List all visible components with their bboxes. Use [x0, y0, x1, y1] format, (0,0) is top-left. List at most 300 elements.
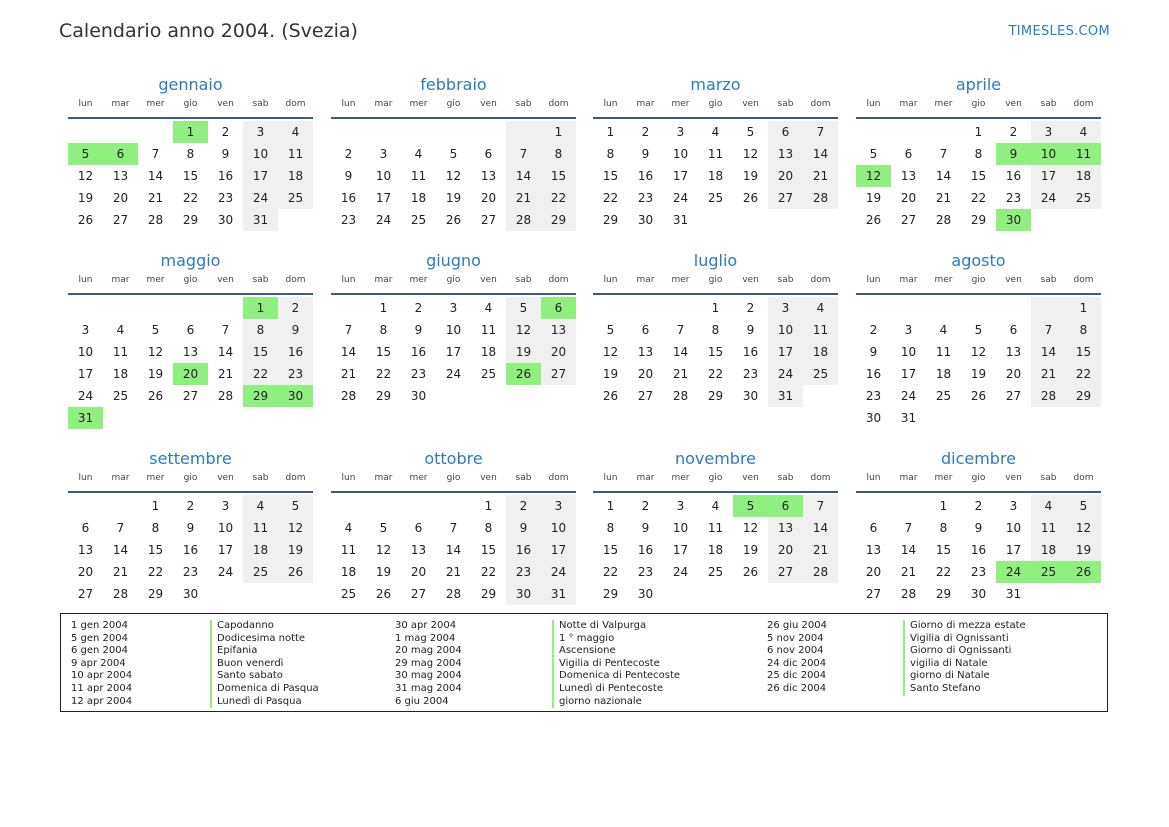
day-cell: 19: [970, 367, 987, 381]
legend-dates-col-2: [395, 620, 462, 708]
day-cell: 11: [278, 143, 313, 165]
weekday-label: mar: [374, 473, 393, 483]
weekday-label: lun: [78, 99, 93, 109]
day-cell: 18: [707, 543, 724, 557]
day-cell: 1: [1066, 297, 1101, 319]
empty-cell: [663, 297, 698, 319]
day-cell: 9: [869, 345, 878, 359]
empty-cell: [401, 121, 436, 143]
day-cell: 20: [480, 191, 497, 205]
weekday-label: lun: [341, 473, 356, 483]
empty-cell: [138, 121, 173, 143]
day-cell: 11: [410, 169, 427, 183]
legend-date: 24 dic 2004: [767, 657, 827, 669]
day-cell: 8: [939, 521, 948, 535]
day-cell: 27: [410, 587, 427, 601]
day-cell: 15: [602, 169, 619, 183]
day-cell: 3: [81, 323, 90, 337]
day-cell: 4: [414, 147, 423, 161]
day-cell: 7: [939, 147, 948, 161]
day-cell: 24: [1031, 187, 1066, 209]
empty-cell: [471, 385, 506, 407]
weekday-label: sab: [515, 275, 532, 285]
empty-cell: [103, 495, 138, 517]
day-cell: 23: [506, 561, 541, 583]
weekday-label: lun: [341, 275, 356, 285]
day-cell: 17: [1005, 543, 1022, 557]
day-cell: 12: [375, 543, 392, 557]
day-cell: 2: [221, 125, 230, 139]
legend-holiday-name: giorno nazionale: [552, 696, 680, 709]
legend-date: 1 gen 2004: [71, 620, 129, 631]
day-cell: 28: [112, 587, 129, 601]
day-cell: 22: [480, 565, 497, 579]
day-cell: 26: [77, 213, 94, 227]
weekday-label: ven: [480, 99, 497, 109]
day-cell: 27: [182, 389, 199, 403]
day-cell: 9: [974, 521, 983, 535]
day-grid: [856, 297, 1101, 429]
day-cell: 19: [375, 565, 392, 579]
weekday-label: lun: [341, 99, 356, 109]
day-cell: 14: [112, 543, 129, 557]
legend-date: 5 gen 2004: [71, 632, 129, 644]
day-cell: 26: [375, 587, 392, 601]
empty-cell: [1066, 583, 1101, 605]
day-cell: 16: [970, 543, 987, 557]
day-cell: 7: [1031, 319, 1066, 341]
day-cell: 21: [1031, 363, 1066, 385]
day-cell: 4: [711, 499, 720, 513]
weekday-label: mar: [111, 99, 130, 109]
day-cell: 23: [1005, 191, 1022, 205]
day-cell: 8: [151, 521, 160, 535]
day-cell: 10: [217, 521, 234, 535]
day-cell: 6: [641, 323, 650, 337]
day-cell: 18: [340, 565, 357, 579]
day-cell: 4: [1031, 495, 1066, 517]
empty-cell: [926, 297, 961, 319]
day-cell: 21: [147, 191, 164, 205]
day-cell: 4: [711, 125, 720, 139]
day-cell: 1: [606, 125, 615, 139]
day-cell: 13: [77, 543, 94, 557]
empty-cell: [628, 297, 663, 319]
empty-cell: [208, 407, 243, 429]
day-cell: 10: [1031, 143, 1066, 165]
empty-cell: [436, 121, 471, 143]
day-cell: 14: [900, 543, 917, 557]
weekday-label: mar: [636, 473, 655, 483]
weekday-label: gio: [971, 99, 986, 109]
empty-cell: [803, 385, 838, 407]
day-cell: 28: [1031, 385, 1066, 407]
weekday-label: lun: [603, 473, 618, 483]
empty-cell: [436, 495, 471, 517]
empty-cell: [733, 209, 768, 231]
weekday-label: ven: [742, 99, 759, 109]
empty-cell: [68, 495, 103, 517]
legend-holiday-name: Giorno di mezza estate: [903, 620, 1026, 633]
month-title: ottobre: [424, 449, 483, 468]
day-cell: 2: [186, 499, 195, 513]
day-cell: 8: [974, 147, 983, 161]
day-cell: 10: [77, 345, 94, 359]
day-cell: 30: [996, 209, 1031, 231]
weekday-label: sab: [252, 275, 269, 285]
day-cell: 15: [480, 543, 497, 557]
empty-cell: [173, 407, 208, 429]
legend-date: 20 mag 2004: [395, 645, 462, 657]
day-cell: 5: [974, 323, 983, 337]
day-cell: 19: [278, 539, 313, 561]
day-cell: 5: [68, 143, 103, 165]
day-cell: 18: [803, 341, 838, 363]
month-gennaio: [68, 73, 313, 231]
day-cell: 13: [900, 169, 917, 183]
day-cell: 6: [541, 297, 576, 319]
day-cell: 14: [672, 345, 689, 359]
legend-date: 11 apr 2004: [71, 682, 133, 694]
day-cell: 26: [147, 389, 164, 403]
day-cell: 9: [641, 521, 650, 535]
day-cell: 21: [506, 187, 541, 209]
day-cell: 8: [1066, 319, 1101, 341]
day-cell: 18: [1066, 165, 1101, 187]
day-cell: 25: [707, 565, 724, 579]
weekday-header: [856, 471, 1101, 493]
day-cell: 8: [379, 323, 388, 337]
day-cell: 28: [147, 213, 164, 227]
day-cell: 2: [641, 499, 650, 513]
day-cell: 25: [340, 587, 357, 601]
day-cell: 23: [637, 191, 654, 205]
day-cell: 8: [541, 143, 576, 165]
day-grid: [856, 121, 1101, 231]
weekday-label: dom: [285, 473, 306, 483]
weekday-label: mar: [899, 275, 918, 285]
day-grid: [68, 495, 313, 605]
month-novembre: [593, 447, 838, 605]
empty-cell: [331, 121, 366, 143]
day-cell: 12: [506, 319, 541, 341]
day-cell: 12: [742, 521, 759, 535]
weekday-label: ven: [1005, 473, 1022, 483]
legend-holiday-name: Dodicesima notte: [210, 633, 319, 646]
empty-cell: [803, 583, 838, 605]
day-grid: [331, 495, 576, 605]
day-cell: 7: [803, 121, 838, 143]
day-cell: 18: [112, 367, 129, 381]
day-cell: 14: [803, 143, 838, 165]
weekday-label: gio: [183, 275, 198, 285]
weekday-label: lun: [866, 99, 881, 109]
day-cell: 12: [970, 345, 987, 359]
day-cell: 21: [935, 191, 952, 205]
weekday-label: gio: [971, 473, 986, 483]
day-cell: 17: [1031, 165, 1066, 187]
day-cell: 31: [672, 213, 689, 227]
day-cell: 2: [641, 125, 650, 139]
day-cell: 3: [541, 495, 576, 517]
day-cell: 11: [112, 345, 129, 359]
day-cell: 30: [410, 389, 427, 403]
day-cell: 4: [243, 495, 278, 517]
empty-cell: [278, 209, 313, 231]
day-cell: 3: [676, 499, 685, 513]
day-grid: [593, 495, 838, 605]
weekday-header: [593, 471, 838, 493]
month-settembre: [68, 447, 313, 605]
day-cell: 10: [900, 345, 917, 359]
weekday-label: ven: [742, 473, 759, 483]
day-cell: 2: [974, 499, 983, 513]
empty-cell: [331, 297, 366, 319]
empty-cell: [103, 121, 138, 143]
empty-cell: [471, 121, 506, 143]
day-cell: 4: [278, 121, 313, 143]
day-cell: 7: [221, 323, 230, 337]
day-cell: 14: [445, 543, 462, 557]
day-cell: 15: [147, 543, 164, 557]
month-title: aprile: [955, 75, 1002, 94]
weekday-label: mer: [934, 275, 953, 285]
day-cell: 1: [243, 297, 278, 319]
day-cell: 26: [506, 363, 541, 385]
legend-holiday-name: Ascensione: [552, 645, 680, 658]
day-cell: 17: [672, 169, 689, 183]
weekday-label: mar: [899, 473, 918, 483]
day-cell: 27: [865, 587, 882, 601]
day-cell: 3: [379, 147, 388, 161]
day-cell: 28: [672, 389, 689, 403]
day-cell: 5: [869, 147, 878, 161]
legend-dates-col-1: [71, 620, 132, 708]
day-cell: 6: [869, 521, 878, 535]
day-cell: 3: [1031, 121, 1066, 143]
weekday-label: dom: [1073, 99, 1094, 109]
month-title: giugno: [426, 251, 481, 270]
day-cell: 11: [1066, 143, 1101, 165]
weekday-label: dom: [810, 275, 831, 285]
day-cell: 29: [480, 587, 497, 601]
brand-link[interactable]: TIMESLES.COM: [1008, 24, 1110, 39]
weekday-label: ven: [217, 99, 234, 109]
day-cell: 13: [1005, 345, 1022, 359]
day-cell: 3: [904, 323, 913, 337]
legend-holiday-name: Vigilia di Ognissanti: [903, 633, 1026, 646]
day-cell: 17: [445, 345, 462, 359]
day-cell: 21: [340, 367, 357, 381]
day-cell: 9: [278, 319, 313, 341]
weekday-label: sab: [777, 473, 794, 483]
day-cell: 6: [484, 147, 493, 161]
weekday-label: gio: [708, 473, 723, 483]
weekday-header: [331, 273, 576, 295]
legend-holiday-name: Capodanno: [210, 620, 319, 633]
day-cell: 25: [935, 389, 952, 403]
day-cell: 21: [217, 367, 234, 381]
weekday-label: mer: [409, 99, 428, 109]
day-cell: 1: [974, 125, 983, 139]
day-cell: 20: [77, 565, 94, 579]
day-cell: 21: [672, 367, 689, 381]
day-cell: 9: [221, 147, 230, 161]
day-cell: 27: [768, 187, 803, 209]
empty-cell: [103, 407, 138, 429]
empty-cell: [138, 297, 173, 319]
legend-names-col-2: [552, 620, 680, 708]
empty-cell: [506, 121, 541, 143]
legend-holiday-name: Santo sabato: [210, 670, 319, 683]
day-cell: 15: [970, 169, 987, 183]
day-cell: 19: [742, 169, 759, 183]
empty-cell: [1066, 209, 1101, 231]
legend-holiday-name: Buon venerdì: [210, 658, 319, 671]
day-cell: 29: [147, 587, 164, 601]
weekday-label: dom: [810, 473, 831, 483]
day-cell: 29: [182, 213, 199, 227]
legend-date: 1 mag 2004: [395, 632, 456, 644]
legend-holiday-name: Notte di Valpurga: [552, 620, 680, 633]
weekday-label: mer: [671, 275, 690, 285]
day-cell: 24: [243, 187, 278, 209]
month-aprile: [856, 73, 1101, 231]
weekday-label: mar: [899, 99, 918, 109]
empty-cell: [926, 121, 961, 143]
day-cell: 16: [410, 345, 427, 359]
day-cell: 4: [116, 323, 125, 337]
day-cell: 26: [602, 389, 619, 403]
page-title: Calendario anno 2004. (Svezia): [59, 20, 358, 42]
empty-cell: [961, 297, 996, 319]
empty-cell: [733, 583, 768, 605]
day-cell: 30: [865, 411, 882, 425]
legend-date: 26 giu 2004: [767, 620, 827, 631]
day-cell: 13: [865, 543, 882, 557]
legend-date: 6 giu 2004: [395, 695, 449, 707]
weekday-label: ven: [742, 275, 759, 285]
month-febbraio: [331, 73, 576, 231]
weekday-label: lun: [78, 473, 93, 483]
day-cell: 14: [147, 169, 164, 183]
day-cell: 5: [506, 297, 541, 319]
day-cell: 27: [768, 561, 803, 583]
day-cell: 16: [637, 169, 654, 183]
day-cell: 22: [602, 191, 619, 205]
day-cell: 16: [340, 191, 357, 205]
legend-date: 26 dic 2004: [767, 682, 827, 694]
weekday-label: lun: [603, 275, 618, 285]
day-cell: 4: [484, 301, 493, 315]
day-cell: 28: [217, 389, 234, 403]
day-cell: 17: [541, 539, 576, 561]
empty-cell: [243, 583, 278, 605]
day-cell: 23: [340, 213, 357, 227]
weekday-label: gio: [446, 473, 461, 483]
day-cell: 10: [672, 147, 689, 161]
day-cell: 12: [77, 169, 94, 183]
month-ottobre: [331, 447, 576, 605]
day-cell: 29: [243, 385, 278, 407]
day-cell: 9: [344, 169, 353, 183]
day-cell: 28: [900, 587, 917, 601]
weekday-label: mer: [409, 275, 428, 285]
day-cell: 16: [1005, 169, 1022, 183]
day-cell: 24: [672, 565, 689, 579]
day-cell: 15: [602, 543, 619, 557]
month-title: febbraio: [420, 75, 487, 94]
day-cell: 16: [637, 543, 654, 557]
weekday-label: dom: [285, 275, 306, 285]
day-cell: 23: [970, 565, 987, 579]
day-cell: 3: [768, 297, 803, 319]
weekday-label: mer: [934, 99, 953, 109]
weekday-label: ven: [480, 473, 497, 483]
day-cell: 18: [935, 367, 952, 381]
day-cell: 30: [506, 583, 541, 605]
day-cell: 14: [217, 345, 234, 359]
day-cell: 30: [217, 213, 234, 227]
weekday-label: ven: [1005, 99, 1022, 109]
month-agosto: [856, 249, 1101, 429]
day-cell: 30: [278, 385, 313, 407]
day-cell: 6: [186, 323, 195, 337]
weekday-label: mer: [671, 99, 690, 109]
day-cell: 26: [742, 565, 759, 579]
day-cell: 12: [445, 169, 462, 183]
month-title: novembre: [674, 449, 757, 468]
weekday-label: sab: [1040, 473, 1057, 483]
empty-cell: [506, 385, 541, 407]
day-cell: 2: [869, 323, 878, 337]
day-cell: 22: [182, 191, 199, 205]
month-dicembre: [856, 447, 1101, 605]
weekday-label: mar: [111, 473, 130, 483]
day-cell: 4: [939, 323, 948, 337]
day-cell: 18: [410, 191, 427, 205]
day-cell: 16: [865, 367, 882, 381]
day-cell: 30: [637, 213, 654, 227]
day-cell: 23: [865, 389, 882, 403]
day-cell: 31: [1005, 587, 1022, 601]
weekday-header: [593, 97, 838, 119]
legend-date: 5 nov 2004: [767, 632, 824, 644]
legend-names-col-1: [210, 620, 319, 708]
weekday-label: mar: [636, 275, 655, 285]
day-grid: [331, 121, 576, 231]
empty-cell: [243, 407, 278, 429]
day-cell: 8: [243, 319, 278, 341]
weekday-label: sab: [515, 99, 532, 109]
day-cell: 8: [186, 147, 195, 161]
month-maggio: [68, 249, 313, 429]
day-cell: 30: [182, 587, 199, 601]
legend-holiday-name: 1 ° maggio: [552, 633, 680, 646]
empty-cell: [331, 495, 366, 517]
day-cell: 5: [379, 521, 388, 535]
day-cell: 15: [707, 345, 724, 359]
empty-cell: [401, 495, 436, 517]
legend-dates-col-3: [767, 620, 827, 696]
empty-cell: [138, 407, 173, 429]
empty-cell: [768, 583, 803, 605]
month-title: dicembre: [940, 449, 1017, 468]
day-cell: 11: [243, 517, 278, 539]
day-cell: 12: [602, 345, 619, 359]
day-cell: 30: [742, 389, 759, 403]
day-cell: 3: [221, 499, 230, 513]
